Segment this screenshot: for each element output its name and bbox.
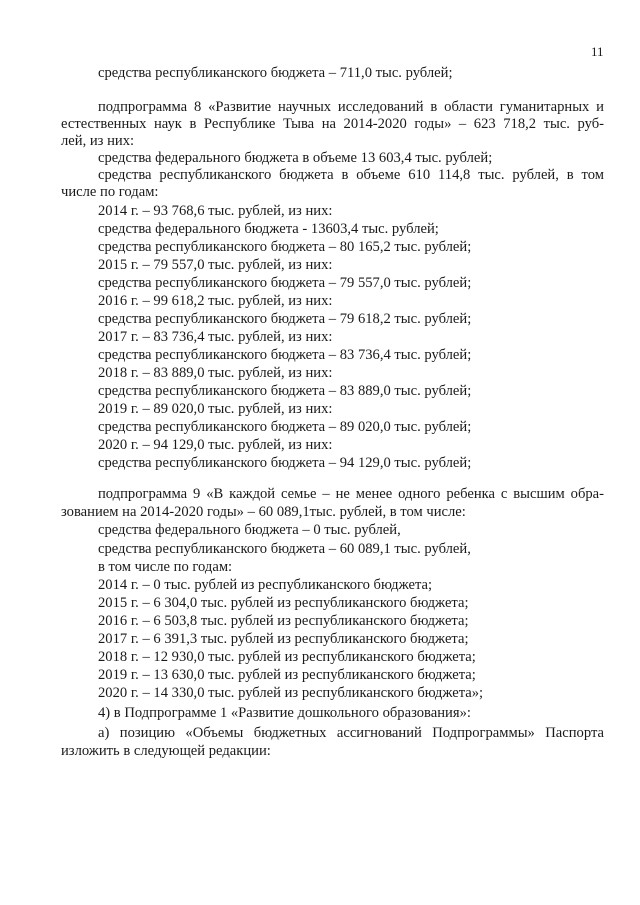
sub8-title-line1: подпрограмма 8 «Развитие научных исследований в области гуманитарных и (98, 99, 604, 115)
sub9-year-line: 2019 г. – 13 630,0 тыс. рублей из республиканского бюджета; (98, 667, 476, 683)
sub8-year-line: средства республиканского бюджета – 89 020,0 тыс. рублей; (98, 419, 472, 435)
sub8-year-line: средства республиканского бюджета – 80 165,2 тыс. рублей; (98, 239, 472, 255)
sub9-federal-line: средства федерального бюджета – 0 тыс. рублей, (98, 522, 401, 538)
sub8-year-line: средства республиканского бюджета – 79 557,0 тыс. рублей; (98, 275, 472, 291)
sub8-republic-line1: средства республиканского бюджета в объеме 610 114,8 тыс. рублей, в том (98, 167, 604, 183)
sub9-republic-line: средства республиканского бюджета – 60 089,1 тыс. рублей, (98, 541, 471, 557)
sub9-by-years-line: в том числе по годам: (98, 559, 233, 575)
sub8-federal-line: средства федерального бюджета в объеме 13 603,4 тыс. рублей; (98, 150, 493, 166)
sub8-title-line2: естественных наук в Республике Тыва на 2014-2020 годы» – 623 718,2 тыс. руб- (61, 116, 604, 132)
sub9-year-line: 2017 г. – 6 391,3 тыс. рублей из республиканского бюджета; (98, 631, 469, 647)
sub8-year-line: средства республиканского бюджета – 94 129,0 тыс. рублей; (98, 455, 472, 471)
sub8-year-line: средства республиканского бюджета – 79 618,2 тыс. рублей; (98, 311, 472, 327)
sub9-title-line2: зованием на 2014-2020 годы» – 60 089,1тыс. рублей, в том числе: (61, 504, 466, 520)
sub8-year-line: 2018 г. – 83 889,0 тыс. рублей, из них: (98, 365, 333, 381)
item-4-line: 4) в Подпрограмме 1 «Развитие дошкольного образования»: (98, 705, 471, 721)
sub8-year-line: 2016 г. – 99 618,2 тыс. рублей, из них: (98, 293, 333, 309)
sub9-year-line: 2015 г. – 6 304,0 тыс. рублей из республиканского бюджета; (98, 595, 469, 611)
page-number: 11 (591, 44, 604, 59)
sub9-year-line: 2020 г. – 14 330,0 тыс. рублей из республиканского бюджета»; (98, 685, 484, 701)
sub8-republic-line2: числе по годам: (61, 184, 159, 200)
republic-budget-line: средства республиканского бюджета – 711,0 тыс. рублей; (98, 65, 453, 81)
sub8-title-line3: лей, из них: (61, 133, 135, 149)
sub8-year-line: средства федерального бюджета - 13603,4 тыс. рублей; (98, 221, 439, 237)
item-a-line2: изложить в следующей редакции: (61, 743, 271, 759)
sub8-year-line: 2020 г. – 94 129,0 тыс. рублей, из них: (98, 437, 333, 453)
sub9-year-line: 2018 г. – 12 930,0 тыс. рублей из республиканского бюджета; (98, 649, 476, 665)
sub8-year-line: 2015 г. – 79 557,0 тыс. рублей, из них: (98, 257, 333, 273)
item-a-line1: а) позицию «Объемы бюджетных ассигнований Подпрограммы» Паспорта (98, 725, 604, 741)
sub8-year-line: средства республиканского бюджета – 83 736,4 тыс. рублей; (98, 347, 472, 363)
sub9-year-line: 2016 г. – 6 503,8 тыс. рублей из республиканского бюджета; (98, 613, 469, 629)
sub8-year-line: 2014 г. – 93 768,6 тыс. рублей, из них: (98, 203, 333, 219)
sub9-year-line: 2014 г. – 0 тыс. рублей из республиканского бюджета; (98, 577, 433, 593)
sub8-year-line: 2017 г. – 83 736,4 тыс. рублей, из них: (98, 329, 333, 345)
sub9-title-line1: подпрограмма 9 «В каждой семье – не менее одного ребенка с высшим обра- (98, 486, 604, 502)
sub8-year-line: 2019 г. – 89 020,0 тыс. рублей, из них: (98, 401, 333, 417)
sub8-year-line: средства республиканского бюджета – 83 889,0 тыс. рублей; (98, 383, 472, 399)
